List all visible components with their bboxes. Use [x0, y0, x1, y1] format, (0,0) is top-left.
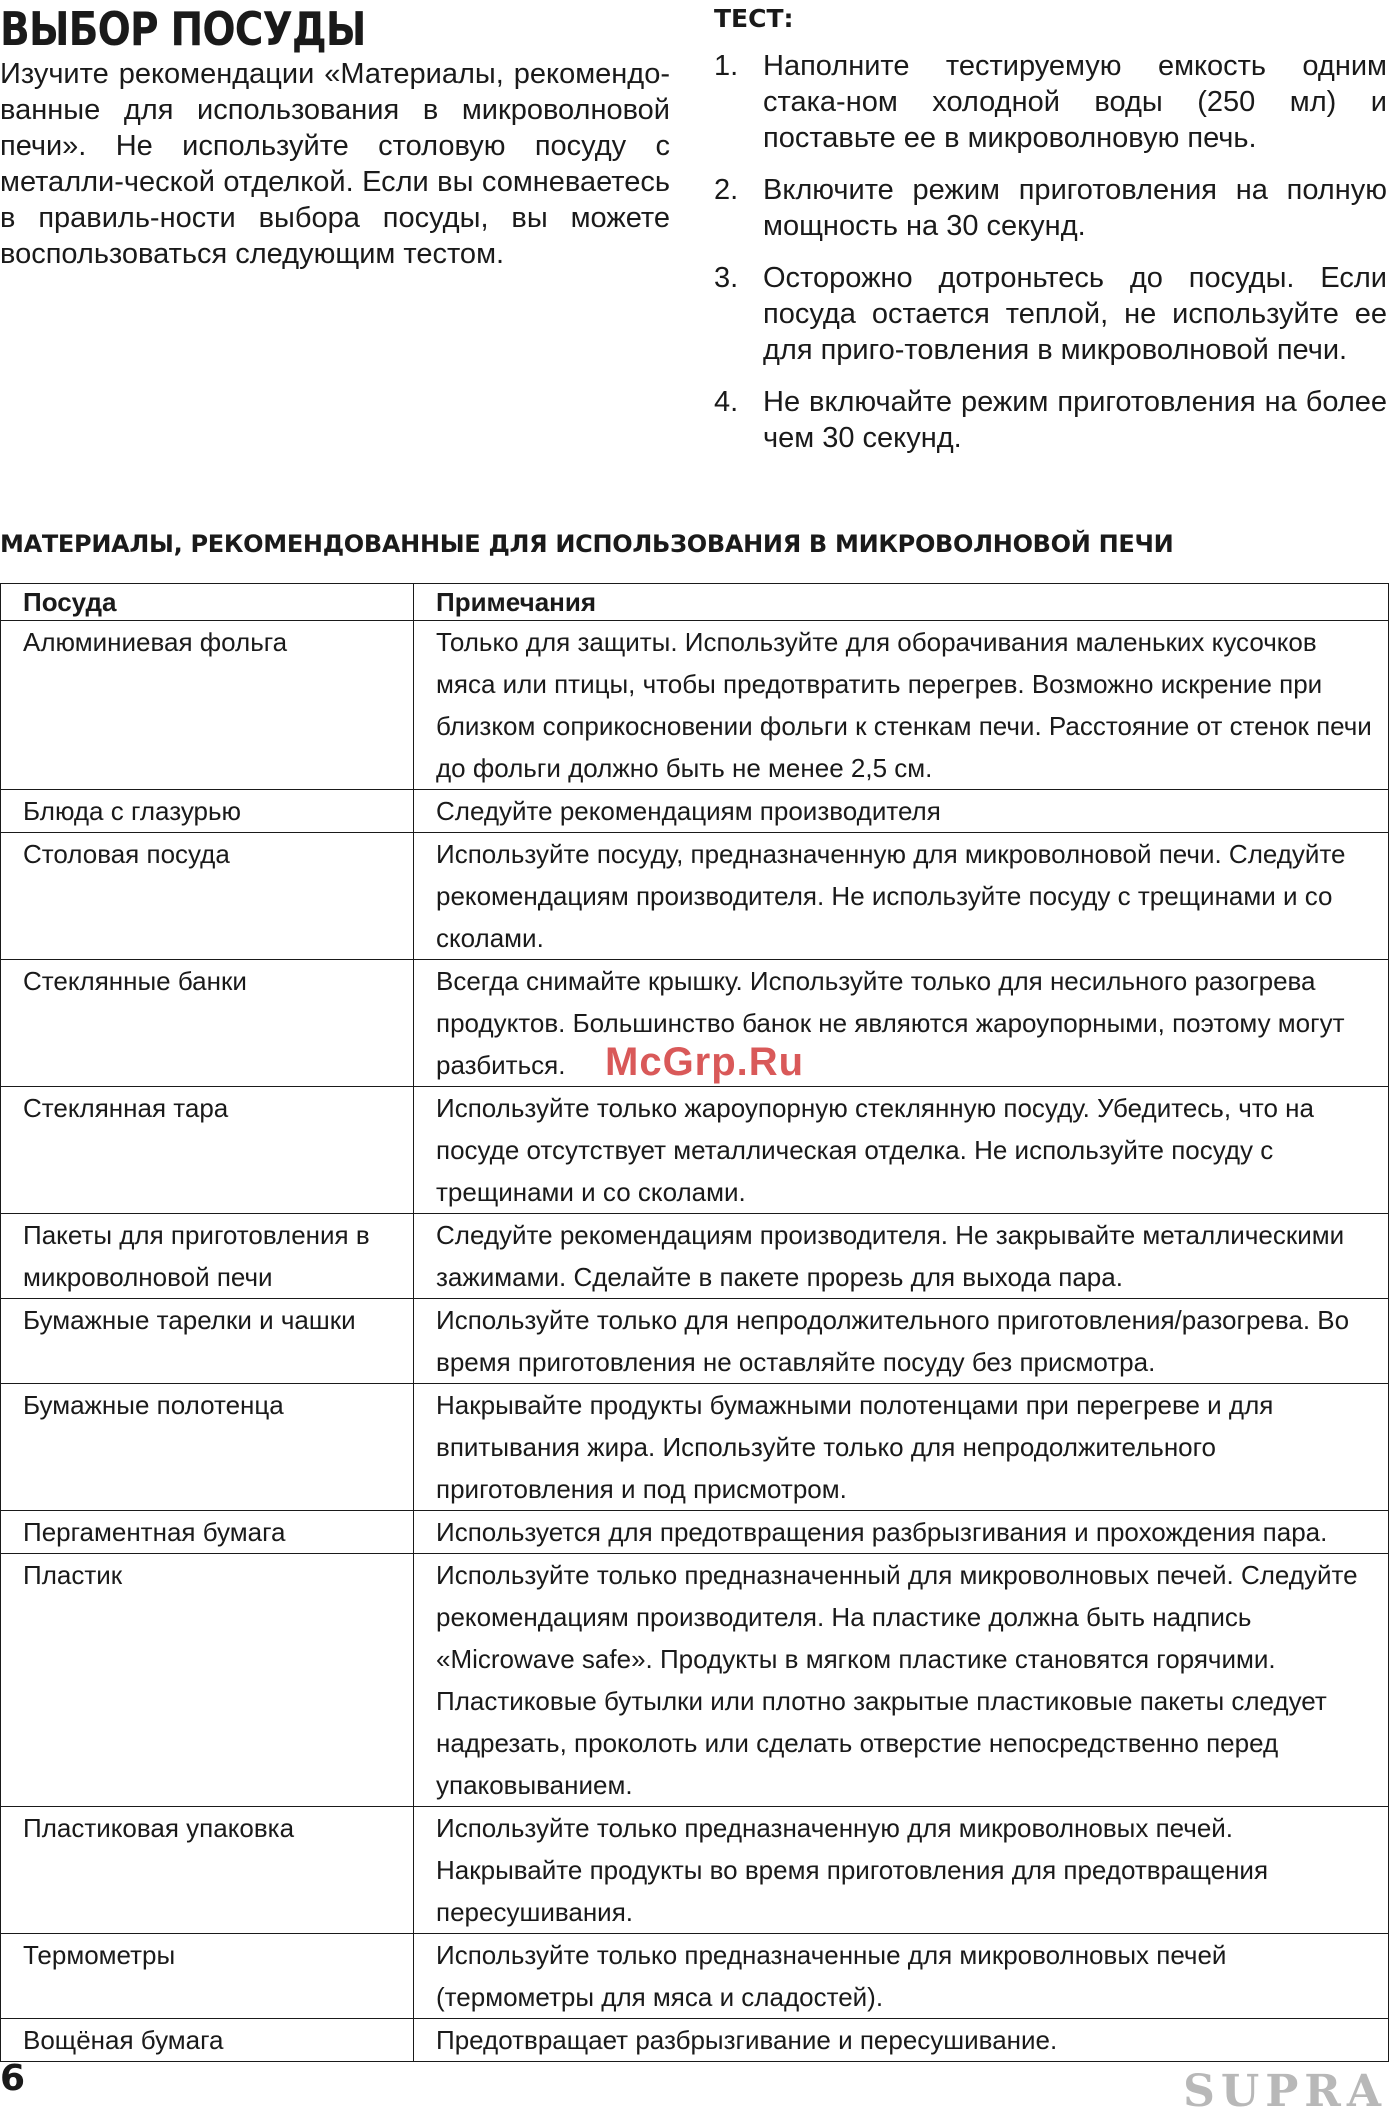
notes-cell: Используйте только жароупорную стеклянную посуду. Убедитесь, что на посуде отсутствует металлическая отделка. Не используйте посуду с трещинами и со сколами. — [414, 1087, 1389, 1214]
notes-cell: Используйте посуду, предназначенную для микроволновой печи. Следуйте рекомендациям производителя. Не используйте посуду с трещинами и со сколами. — [414, 833, 1389, 960]
table-row — [1, 1384, 1389, 1511]
test-step-number: 3. — [714, 262, 739, 294]
cookware-cell: Стеклянные банки — [1, 960, 414, 1087]
cookware-cell: Алюминиевая фольга — [1, 621, 414, 790]
test-step — [714, 260, 1387, 368]
test-step-text: Осторожно дотроньтесь до посуды. Если посуда остается теплой, не используйте ее для приго-товления в микроволновой печи. — [763, 262, 1387, 366]
test-step-number: 1. — [714, 50, 739, 82]
column-header-notes: Примечания — [414, 584, 1389, 621]
table-row — [1, 1087, 1389, 1214]
test-step-text: Не включайте режим приготовления на более чем 30 секунд. — [763, 386, 1387, 454]
cookware-cell: Пакеты для приготовления в микроволновой печи — [1, 1214, 414, 1299]
table-row — [1, 1934, 1389, 2019]
intro-paragraph: Изучите рекомендации «Материалы, рекомендо-ванные для использования в микроволновой печи». Не используйте столовую посуду с металли-ческой отделкой. Если вы сомневаетесь в правиль-ности выбора посуды, вы можете воспользоваться следующим тестом. — [0, 58, 670, 270]
cookware-cell: Блюда с глазурью — [1, 790, 414, 833]
table-row — [1, 790, 1389, 833]
notes-cell: Используйте только предназначенные для микроволновых печей (термометры для мяса и сладостей). — [414, 1934, 1389, 2019]
table-row — [1, 1807, 1389, 1934]
materials-table — [0, 583, 1389, 2062]
notes-cell: Используйте только предназначенную для микроволновых печей. Накрывайте продукты во время приготовления для предотвращения пересушивания. — [414, 1807, 1389, 1934]
table-row — [1, 833, 1389, 960]
cookware-cell: Бумажные тарелки и чашки — [1, 1299, 414, 1384]
test-step-text: Наполните тестируемую емкость одним стака-ном холодной воды (250 мл) и поставьте ее в микроволновую печь. — [763, 50, 1387, 154]
test-step — [714, 172, 1387, 244]
column-header-cookware: Посуда — [1, 584, 414, 621]
test-step-text: Включите режим приготовления на полную мощность на 30 секунд. — [763, 174, 1387, 242]
table-row — [1, 2019, 1389, 2062]
notes-cell: Используйте только для непродолжительного приготовления/разогрева. Во время приготовления не оставляйте посуду без присмотра. — [414, 1299, 1389, 1384]
cookware-cell: Пергаментная бумага — [1, 1511, 414, 1554]
notes-cell: Используется для предотвращения разбрызгивания и прохождения пара. — [414, 1511, 1389, 1554]
notes-cell: Накрывайте продукты бумажными полотенцами при перегреве и для впитывания жира. Используйте только для непродолжительного приготовления и под присмотром. — [414, 1384, 1389, 1511]
page-title: ВЫБОР ПОСУДЫ — [0, 2, 366, 56]
cookware-cell: Пластиковая упаковка — [1, 1807, 414, 1934]
test-step — [714, 48, 1387, 156]
cookware-cell: Стеклянная тара — [1, 1087, 414, 1214]
cookware-cell: Пластик — [1, 1554, 414, 1807]
table-row — [1, 621, 1389, 790]
test-step-number: 2. — [714, 174, 739, 206]
notes-cell: Используйте только предназначенный для микроволновых печей. Следуйте рекомендациям производителя. На пластике должна быть надпись «Microwave safe». Продукты в мягком пластике становятся горячими. Пластиковые бутылки или плотно закрытые пластиковые пакеты следует надрезать, проколоть или сделать отверстие непосредственно перед упаковыванием. — [414, 1554, 1389, 1807]
watermark: McGrp.Ru — [605, 1040, 805, 1084]
test-step-number: 4. — [714, 386, 739, 418]
notes-cell: Предотвращает разбрызгивание и пересушивание. — [414, 2019, 1389, 2062]
notes-cell: Только для защиты. Используйте для оборачивания маленьких кусочков мяса или птицы, чтобы предотвратить перегрев. Возможно искрение при близком соприкосновении фольги к стенкам печи. Расстояние от стенок печи до фольги должно быть не менее 2,5 см. — [414, 621, 1389, 790]
test-steps-list — [714, 48, 1387, 472]
table-row — [1, 1554, 1389, 1807]
notes-cell: Следуйте рекомендациям производителя. Не закрывайте металлическими зажимами. Сделайте в пакете прорезь для выхода пара. — [414, 1214, 1389, 1299]
notes-cell: Следуйте рекомендациям производителя — [414, 790, 1389, 833]
table-row — [1, 1299, 1389, 1384]
cookware-cell: Вощёная бумага — [1, 2019, 414, 2062]
page-number: 6 — [0, 2058, 26, 2099]
cookware-cell: Бумажные полотенца — [1, 1384, 414, 1511]
notes-cell: Всегда снимайте крышку. Используйте только для несильного разогрева продуктов. Большинство банок не являются жароупорными, поэтому могут разбиться. — [414, 960, 1389, 1087]
table-row — [1, 1214, 1389, 1299]
test-heading: ТЕСТ: — [714, 4, 794, 33]
test-step — [714, 384, 1387, 456]
cookware-cell: Термометры — [1, 1934, 414, 2019]
cookware-cell: Столовая посуда — [1, 833, 414, 960]
table-header-row — [1, 584, 1389, 621]
brand-logo: SUPRA — [1183, 2066, 1387, 2117]
materials-heading: МАТЕРИАЛЫ, РЕКОМЕНДОВАННЫЕ ДЛЯ ИСПОЛЬЗОВАНИЯ В МИКРОВОЛНОВОЙ ПЕЧИ — [0, 530, 1174, 558]
table-row — [1, 1511, 1389, 1554]
